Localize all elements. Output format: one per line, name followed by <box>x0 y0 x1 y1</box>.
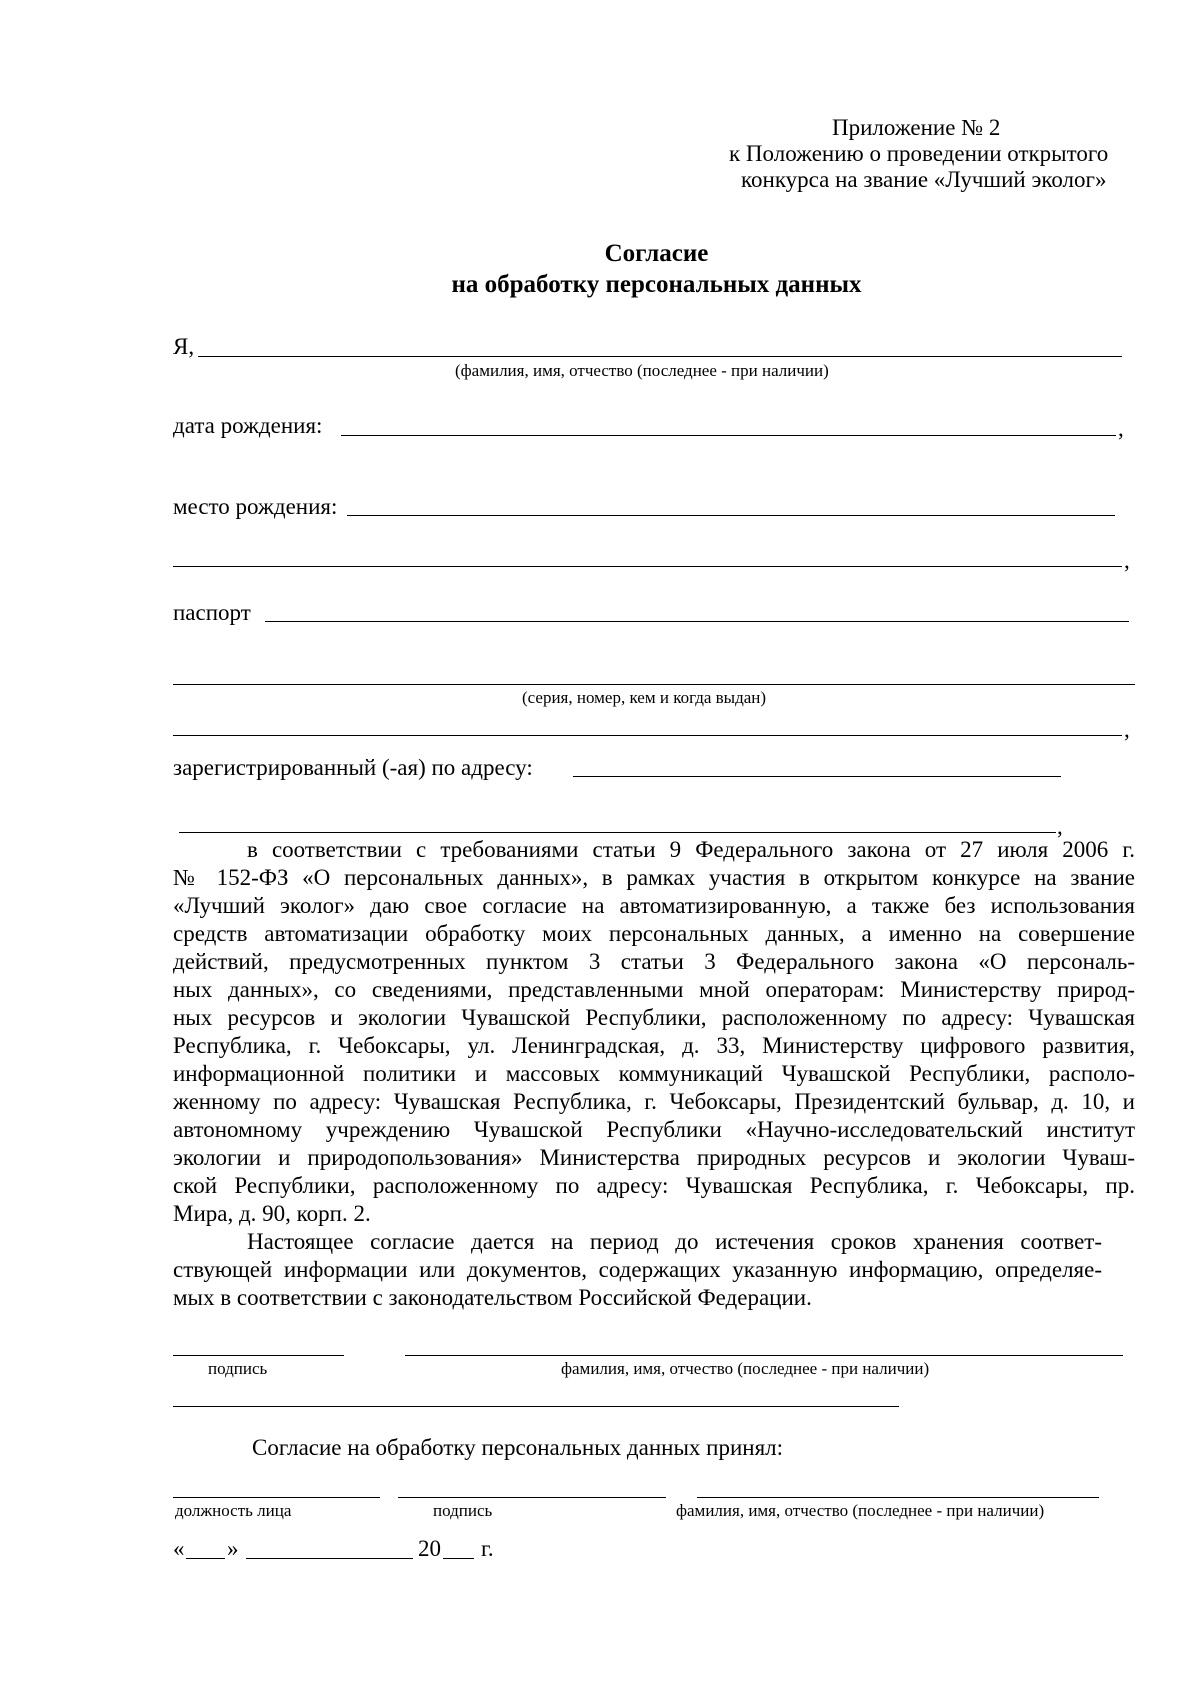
body-p1-line-5: действий, предусмотренных пунктом 3 статьи 3 Федерального закона «О персональ- <box>173 949 1135 974</box>
accepted-fio-line[interactable] <box>697 1497 1099 1498</box>
appendix-number: Приложение № 2 <box>832 115 1001 140</box>
birth-place-comma: , <box>1124 548 1130 573</box>
date-year-prefix: 20 <box>418 1536 441 1561</box>
appendix-contest: конкурса на звание «Лучший эколог» <box>741 167 1107 192</box>
body-p2-line-3: мых в соответствии с законодательством Российской Федерации. <box>173 1285 812 1310</box>
passport-field-line[interactable] <box>265 621 1129 622</box>
signature-line[interactable] <box>173 1355 344 1356</box>
body-p1-line-14: Мира, д. 90, корп. 2. <box>173 1201 371 1226</box>
date-close-quote: » <box>227 1536 239 1561</box>
date-open-quote: « <box>173 1536 185 1561</box>
body-p1-line-6: ных данных», со сведениями, представленными мной операторам: Министерству природ- <box>173 977 1135 1002</box>
position-caption: должность лица <box>175 1501 292 1520</box>
body-p1-line-11: автономному учреждению Чувашской Республики «Научно-исследовательский институт <box>173 1117 1135 1142</box>
birth-date-label: дата рождения: <box>173 413 323 438</box>
birth-place-label: место рождения: <box>173 494 338 519</box>
body-p1-line-12: экологии и природопользования» Министерства природных ресурсов и экологии Чуваш- <box>173 1145 1135 1170</box>
accepted-signature-caption: подпись <box>433 1501 493 1520</box>
passport-comma: , <box>1124 717 1130 742</box>
body-p2-line-2: ствующей информации или документов, содержащих указанную информацию, определяе- <box>173 1257 1102 1282</box>
address-label: зарегистрированный (-ая) по адресу: <box>173 755 533 780</box>
birth-date-comma: , <box>1118 416 1124 441</box>
fio-field-line[interactable] <box>198 356 1122 357</box>
position-line[interactable] <box>173 1497 380 1498</box>
birth-place-field-line-2[interactable] <box>173 566 1122 567</box>
signature-fio-line[interactable] <box>405 1355 1123 1356</box>
birth-date-field-line[interactable] <box>341 435 1116 436</box>
body-p1-line-7: ных ресурсов и экологии Чувашской Республики, расположенному по адресу: Чувашская <box>173 1005 1135 1030</box>
appendix-reference: к Положению о проведении открытого <box>729 141 1109 166</box>
passport-label: паспорт <box>173 600 251 625</box>
signature-fio-caption: фамилия, имя, отчество (последнее - при наличии) <box>561 1359 930 1378</box>
passport-field-line-2[interactable] <box>173 684 1135 685</box>
address-field-line-2[interactable] <box>179 832 1056 833</box>
body-p1-line-8: Республика, г. Чебоксары, ул. Ленинградская, д. 33, Министерству цифрового развития, <box>173 1033 1135 1058</box>
body-p1-line-3: «Лучший эколог» даю свое согласие на автоматизированную, а также без использования <box>173 893 1135 918</box>
extra-line[interactable] <box>173 1406 899 1407</box>
fio-caption: (фамилия, имя, отчество (последнее - при наличии) <box>455 361 829 380</box>
document-title: Согласие <box>604 240 709 267</box>
address-comma: , <box>1057 814 1063 839</box>
body-p2-line-1: Настоящее согласие дается на период до истечения сроков хранения соответ- <box>247 1229 1102 1254</box>
signature-caption: подпись <box>208 1359 268 1378</box>
address-field-line[interactable] <box>573 776 1061 777</box>
date-day-line[interactable] <box>186 1558 225 1559</box>
accepted-fio-caption: фамилия, имя, отчество (последнее - при наличии) <box>676 1501 1045 1520</box>
body-p1-line-13: ской Республики, расположенному по адресу: Чувашская Республика, г. Чебоксары, пр. <box>173 1173 1135 1198</box>
passport-field-line-3[interactable] <box>173 735 1122 736</box>
date-year-line[interactable] <box>443 1558 474 1559</box>
date-month-line[interactable] <box>246 1558 413 1559</box>
birth-place-field-line[interactable] <box>347 515 1115 516</box>
body-p1-line-10: женному по адресу: Чувашская Республика, г. Чебоксары, Президентский бульвар, д. 10, и <box>173 1089 1135 1114</box>
passport-caption: (серия, номер, кем и когда выдан) <box>522 688 767 707</box>
document-subtitle: на обработку персональных данных <box>451 271 862 298</box>
body-p1-line-2: № 152-ФЗ «О персональных данных», в рамках участия в открытом конкурсе на звание <box>173 865 1135 890</box>
body-p1-line-9: информационной политики и массовых коммуникаций Чувашской Республики, располо- <box>173 1061 1135 1086</box>
body-p1-line-4: средств автоматизации обработку моих персональных данных, а именно на совершение <box>173 921 1135 946</box>
accepted-signature-line[interactable] <box>398 1497 666 1498</box>
body-p1-line-1: в соответствии с требованиями статьи 9 Федерального закона от 27 июля 2006 г. <box>247 837 1135 862</box>
accepted-label: Согласие на обработку персональных данных принял: <box>252 1435 784 1460</box>
date-year-suffix: г. <box>481 1536 494 1561</box>
i-label: Я, <box>173 334 195 359</box>
